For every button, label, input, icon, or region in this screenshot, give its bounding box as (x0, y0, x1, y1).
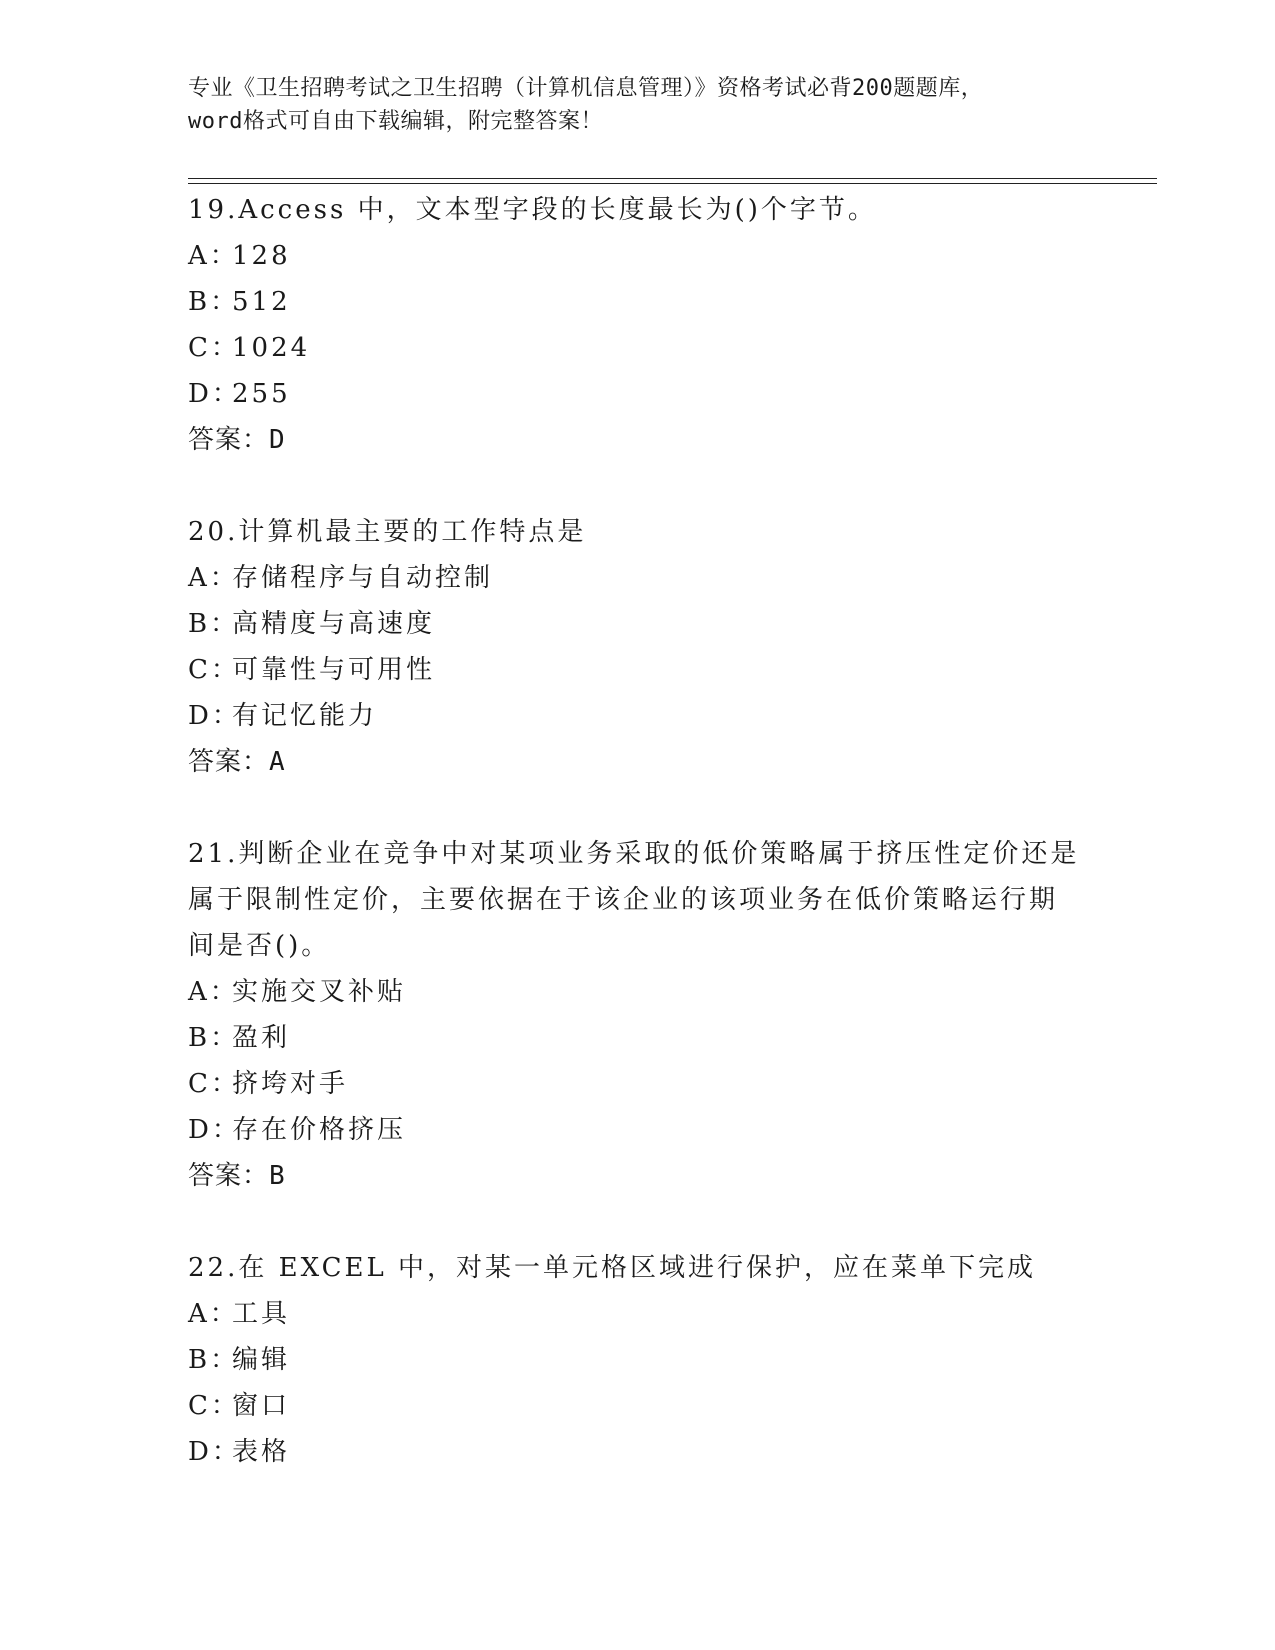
answer-line: 答案：A (188, 747, 286, 777)
option-key: D： (188, 1437, 241, 1467)
header-divider-top (188, 178, 1157, 179)
option-key: A： (188, 563, 239, 593)
option-text: 表格 (232, 1437, 291, 1467)
option-c (188, 1061, 1148, 1107)
spacer (188, 785, 1148, 831)
option-b (188, 601, 1148, 647)
question-stem: 19.Access 中，文本型字段的长度最长为()个字节。 (188, 195, 877, 225)
option-key: D： (188, 701, 241, 731)
answer-line: 答案：D (188, 425, 286, 455)
option-text: 可靠性与可用性 (232, 655, 436, 685)
option-key: B： (188, 287, 240, 317)
option-text: 实施交叉补贴 (232, 977, 407, 1007)
option-key: B： (188, 1023, 240, 1053)
option-a (188, 969, 1148, 1015)
question-21 (188, 831, 1148, 1245)
option-key: D： (188, 379, 241, 409)
option-b (188, 279, 1148, 325)
option-a (188, 233, 1148, 279)
option-key: B： (188, 609, 240, 639)
option-key: C： (188, 333, 240, 363)
option-text: 盈利 (232, 1023, 291, 1053)
option-b (188, 1015, 1148, 1061)
spacer (188, 463, 1148, 509)
option-key: A： (188, 977, 239, 1007)
question-stem-cont: 属于限制性定价，主要依据在于该企业的该项业务在低价策略运行期 (188, 885, 1059, 915)
question-list (188, 187, 1148, 1475)
question-stem: 20.计算机最主要的工作特点是 (188, 517, 587, 547)
option-key: D： (188, 1115, 241, 1145)
option-text: 编辑 (232, 1345, 291, 1375)
option-key: C： (188, 1069, 240, 1099)
option-text: 存在价格挤压 (232, 1115, 407, 1145)
question-20 (188, 509, 1148, 831)
option-b (188, 1337, 1148, 1383)
option-a (188, 1291, 1148, 1337)
question-stem: 22.在 EXCEL 中，对某一单元格区域进行保护，应在菜单下完成 (188, 1253, 1037, 1283)
header-divider-bottom (188, 183, 1157, 184)
option-text: 有记忆能力 (232, 701, 378, 731)
option-text: 128 (232, 241, 291, 271)
option-text: 512 (232, 287, 291, 317)
option-key: C： (188, 1391, 240, 1421)
spacer (188, 1199, 1148, 1245)
option-d (188, 693, 1148, 739)
question-22 (188, 1245, 1148, 1475)
option-text: 工具 (232, 1299, 291, 1329)
option-key: A： (188, 241, 239, 271)
document-header (188, 72, 1088, 138)
option-key: A： (188, 1299, 239, 1329)
answer-line: 答案：B (188, 1161, 286, 1191)
option-d (188, 1107, 1148, 1153)
question-stem: 21.判断企业在竞争中对某项业务采取的低价策略属于挤压性定价还是 (188, 839, 1080, 869)
option-key: B： (188, 1345, 240, 1375)
option-text: 1024 (232, 333, 311, 363)
option-c (188, 325, 1148, 371)
option-text: 255 (232, 379, 291, 409)
option-d (188, 1429, 1148, 1475)
option-key: C： (188, 655, 240, 685)
option-text: 存储程序与自动控制 (232, 563, 494, 593)
option-d (188, 371, 1148, 417)
option-text: 高精度与高速度 (232, 609, 436, 639)
question-stem-cont: 间是否()。 (188, 931, 331, 961)
header-line-1: 专业《卫生招聘考试之卫生招聘（计算机信息管理）》资格考试必背200题题库， (188, 76, 984, 101)
option-c (188, 647, 1148, 693)
option-text: 挤垮对手 (232, 1069, 349, 1099)
option-c (188, 1383, 1148, 1429)
option-text: 窗口 (232, 1391, 291, 1421)
question-19 (188, 187, 1148, 509)
header-line-2: word格式可自由下载编辑，附完整答案！ (188, 109, 603, 134)
option-a (188, 555, 1148, 601)
